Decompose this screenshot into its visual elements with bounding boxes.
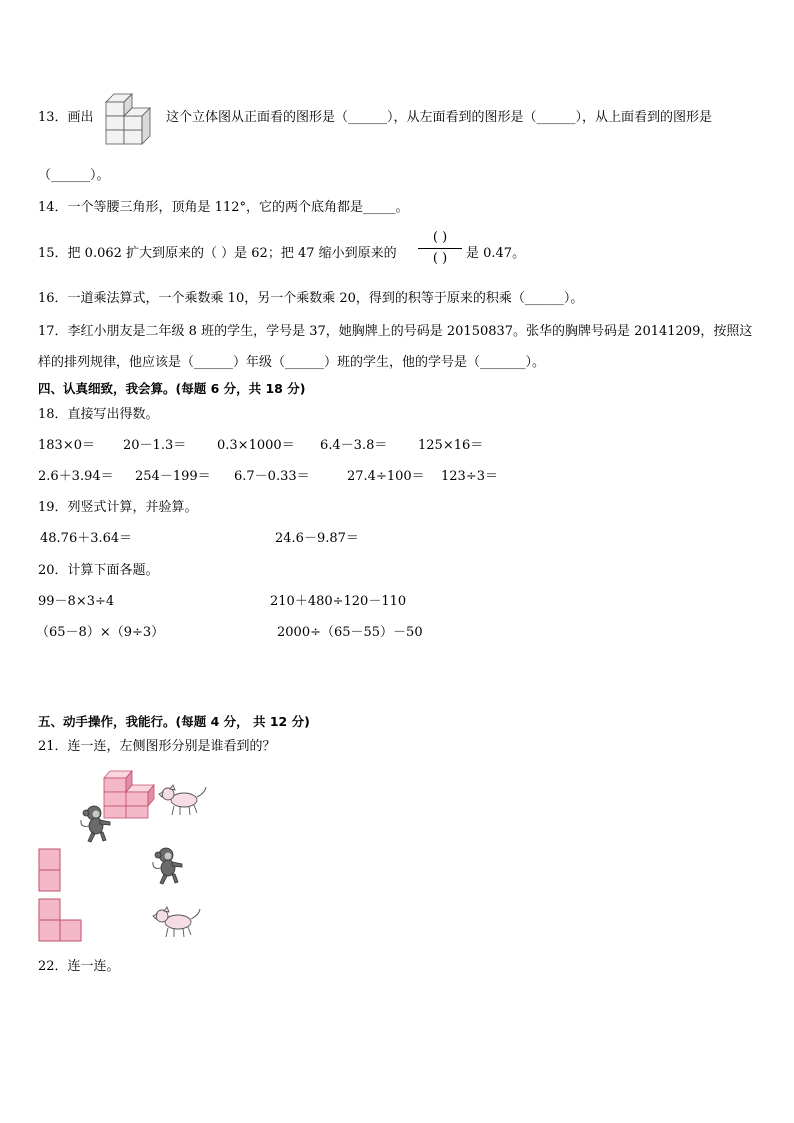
q13-text: 这个立体图从正面看的图形是（______），从左面看到的图形是（______），从上面看到的图形是 bbox=[166, 110, 713, 125]
q16-text: 16．一道乘法算式，一个乘数乘 10，另一个乘数乘 20，得到的积等于原来的积乘（______）。 bbox=[38, 291, 584, 306]
q18-row1-item2: 20－1.3＝ bbox=[123, 438, 187, 453]
view-shape-l-squares bbox=[38, 898, 84, 942]
q19-item2: 24.6－9.87＝ bbox=[275, 531, 359, 546]
q13-prefix: 13．画出 bbox=[38, 110, 94, 125]
q15-part1: 15．把 0.062 扩大到原来的（ ）是 62；把 47 缩小到原来的 bbox=[38, 246, 397, 261]
q13-continuation: （______）。 bbox=[38, 168, 110, 183]
cube-stack-figure-q13 bbox=[98, 92, 158, 148]
q19-item1: 48.76＋3.64＝ bbox=[40, 531, 133, 546]
q21-title: 21．连一连，左侧图形分别是谁看到的？ bbox=[38, 739, 276, 754]
dog-icon bbox=[158, 784, 208, 818]
q15-fraction bbox=[418, 230, 462, 267]
view-shape-two-vertical-squares bbox=[38, 848, 62, 892]
q18-row1-item1: 183×0＝ bbox=[38, 438, 95, 453]
q14-text: 14．一个等腰三角形，顶角是 112°，它的两个底角都是_____。 bbox=[38, 200, 409, 215]
monkey-icon bbox=[78, 804, 116, 844]
q18-row1-item3: 0.3×1000＝ bbox=[217, 438, 295, 453]
q18-row1-item4: 6.4－3.8＝ bbox=[320, 438, 388, 453]
q20-title: 20．计算下面各题。 bbox=[38, 563, 159, 578]
q18-title: 18．直接写出得数。 bbox=[38, 407, 159, 422]
q17-line2: 样的排列规律，他应该是（______）年级（______）班的学生，他的学号是（_______）。 bbox=[38, 355, 546, 370]
q18-row2-item1: 2.6＋3.94＝ bbox=[38, 469, 114, 484]
q18-row2-item3: 6.7－0.33＝ bbox=[234, 469, 310, 484]
q20-item1: 99－8×3÷4 bbox=[38, 594, 115, 609]
fraction-bar bbox=[418, 248, 462, 249]
q22-title: 22．连一连。 bbox=[38, 959, 120, 974]
q20-item4: 2000÷（65－55）－50 bbox=[277, 625, 423, 640]
q19-title: 19．列竖式计算，并验算。 bbox=[38, 500, 198, 515]
q18-row2-item4: 27.4÷100＝ bbox=[347, 469, 425, 484]
q18-row1-item5: 125×16＝ bbox=[418, 438, 484, 453]
fraction-numerator: ( ) bbox=[432, 230, 448, 245]
q18-row2-item5: 123÷3＝ bbox=[441, 469, 498, 484]
q15-part2: 是 0.47。 bbox=[466, 246, 526, 261]
fraction-denominator: ( ) bbox=[432, 251, 448, 266]
q18-row2-item2: 254－199＝ bbox=[135, 469, 211, 484]
section-4-heading: 四、认真细致，我会算。(每题 6 分，共 18 分) bbox=[38, 381, 306, 396]
q20-item2: 210＋480÷120－110 bbox=[270, 594, 407, 609]
monkey-icon bbox=[150, 846, 188, 886]
section-5-heading: 五、动手操作，我能行。(每题 4 分， 共 12 分) bbox=[38, 714, 310, 729]
dog-icon bbox=[152, 906, 202, 940]
q20-item3: （65－8）×（9÷3） bbox=[36, 625, 165, 640]
q17-line1: 17．李红小朋友是二年级 8 班的学生，学号是 37，她胸牌上的号码是 20150837。张华的胸牌号码是 20141209，按照这 bbox=[38, 324, 753, 339]
